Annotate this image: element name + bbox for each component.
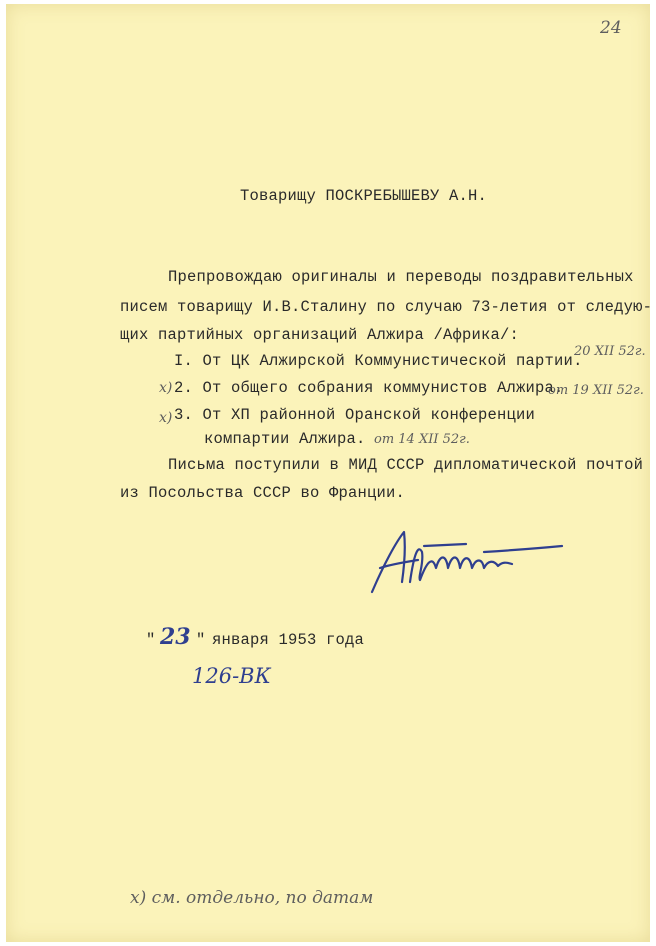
list-item-note: от 14 XII 52г. [374, 432, 470, 447]
list-item-text: компартии Алжира. [204, 430, 366, 448]
addressee: Товарищу ПОСКРЕБЫШЕВУ А.Н. [240, 187, 488, 205]
date-day: 23 [160, 624, 191, 650]
signature [366, 524, 576, 604]
body-line: щих партийных организаций Алжира /Африка/: [120, 326, 520, 344]
page-number: 24 [600, 18, 622, 38]
date-quote-close: " [196, 631, 206, 649]
list-item-marker: x) [159, 380, 173, 396]
list-item-text: 3. От XП районной Оранской конференции [174, 406, 536, 424]
closing-line: из Посольства СССР во Франции. [120, 484, 406, 502]
body-line: писем товарищу И.В.Сталину по случаю 73-летия от следую- [120, 298, 653, 316]
date-rest: января 1953 года [212, 631, 365, 649]
footnote: х) см. отдельно, по датам [130, 888, 374, 908]
list-item-note: от 19 XII 52г. [548, 383, 644, 398]
closing-line: Письма поступили в МИД СССР дипломатической почтой [168, 456, 644, 474]
list-item-note: 20 XII 52г. [574, 344, 646, 359]
list-item-marker: x) [159, 410, 173, 426]
list-item-text: 2. От общего собрания коммунистов Алжира. [174, 379, 564, 397]
body-line: Препровождаю оригиналы и переводы поздравительных [168, 268, 634, 286]
list-item-text: I. От ЦК Алжирской Коммунистической партии. [174, 352, 583, 370]
date-quote-open: " [146, 631, 156, 649]
registration-number: 126-ВК [192, 664, 271, 688]
document-page [6, 4, 653, 942]
